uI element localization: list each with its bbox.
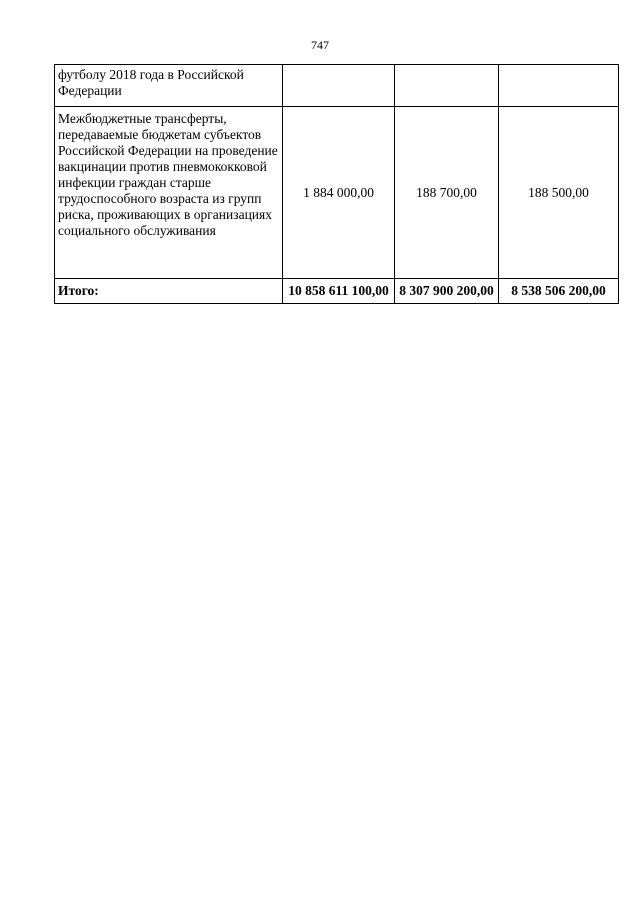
table-row <box>55 107 619 279</box>
row-value-1: 1 884 000,00 <box>283 107 395 279</box>
row-value-2: 188 700,00 <box>395 107 499 279</box>
total-value-1: 10 858 611 100,00 <box>283 279 395 304</box>
total-row <box>55 279 619 304</box>
row-value-3: 188 500,00 <box>499 107 619 279</box>
page-number: 747 <box>311 38 329 52</box>
row-value-2 <box>395 65 499 107</box>
table-row <box>55 65 619 107</box>
total-value-3: 8 538 506 200,00 <box>499 279 619 304</box>
total-value-2: 8 307 900 200,00 <box>395 279 499 304</box>
row-value-1 <box>283 65 395 107</box>
budget-table <box>54 64 619 304</box>
total-label: Итого: <box>55 279 283 304</box>
row-description: Межбюджетные трансферты, передаваемые бюджетам субъектов Российской Федерации на проведение вакцинации против пневмококковой инфекции граждан старше трудоспособного возраста из групп риска, проживающих в организациях социального обслуживания <box>55 107 283 279</box>
row-value-3 <box>499 65 619 107</box>
row-description: футболу 2018 года в Российской Федерации <box>55 65 283 107</box>
